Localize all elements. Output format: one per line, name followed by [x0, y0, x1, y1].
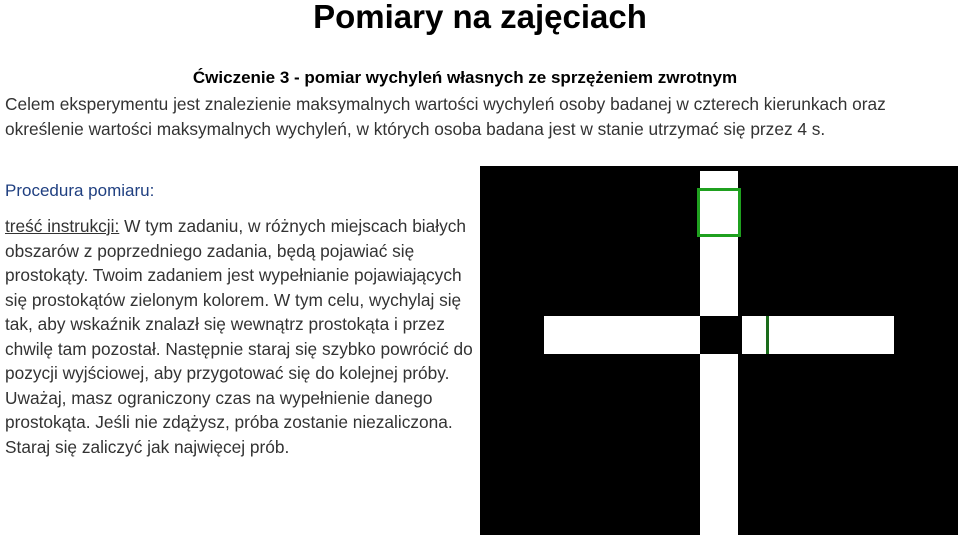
balance-test-panel [480, 166, 958, 535]
instructions-lead: treść instrukcji: [5, 216, 120, 236]
goal-paragraph: Celem eksperymentu jest znalezienie maksymalnych wartości wychyleń osoby badanej w czterech kierunkach oraz określenie wartości maksymalnych wychyleń, w których osoba badana jest w stanie utrzymać się przez 4 s. [5, 94, 886, 139]
exercise-heading: Ćwiczenie 3 - pomiar wychyleń własnych ze sprzężeniem zwrotnym [192, 68, 738, 87]
target-rectangle [697, 188, 741, 237]
procedure-label: Procedura pomiaru: [5, 181, 155, 200]
slide-title: Pomiary na zajęciach [313, 0, 647, 35]
cross-bar-left [544, 316, 700, 354]
cross-bar-right [742, 316, 894, 354]
instructions-paragraph [5, 214, 475, 459]
pointer-indicator [766, 316, 769, 354]
instructions-body: W tym zadaniu, w różnych miejscach białych obszarów z poprzedniego zadania, będą pojawiać się prostokąty. Twoim zadaniem jest wypełnianie pojawiających się prostokątów zielonym kolorem. W tym celu, wychylaj się tak, aby wskaźnik znalazł się wewnątrz prostokąta i przez chwilę tam pozostał. Następnie staraj się szybko powrócić do pozycji wyjściowej, aby przygotować się do kolejnej próby. Uważaj, masz ograniczony czas na wypełnienie danego prostokąta. Jeśli nie zdążysz, próba zostanie niezaliczona. Staraj się zaliczyć jak najwięcej prób. [5, 216, 473, 457]
cross-bar-bottom [700, 354, 738, 535]
